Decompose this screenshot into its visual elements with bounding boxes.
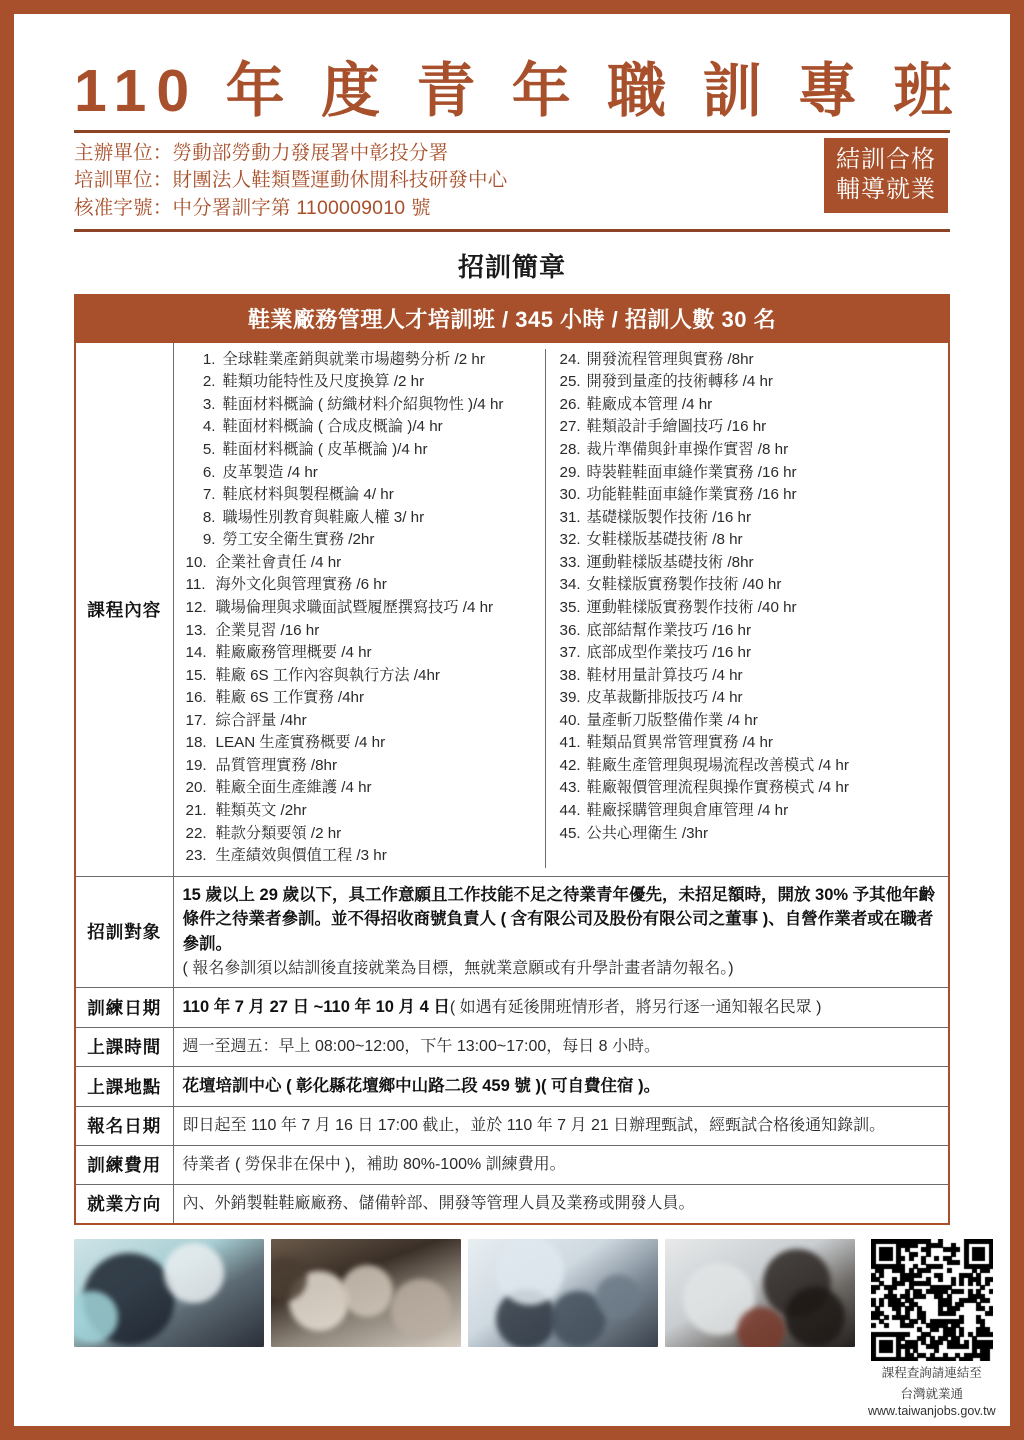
course-item-number: 38. — [559, 666, 581, 684]
organizer-line-host: 主辦單位：勞動部勞動力發展署中彰投分署 — [74, 141, 449, 164]
course-item-number: 5. — [202, 441, 216, 459]
course-item — [186, 462, 545, 485]
course-item-number: 40. — [559, 711, 581, 729]
course-item-label: LEAN 生產實務概要 /4 hr — [215, 734, 386, 752]
section-title: 招訓簡章 — [457, 251, 566, 282]
course-item — [186, 755, 545, 778]
course-item-number: 31. — [559, 508, 581, 526]
target-bold-text: 15 歲以上 29 歲以下，具工作意願且工作技能不足之待業青年優先，未招足額時，開放 30% 予其他年齡條件之待業者參訓。並不得招收商號負責人 ( 含有限公司及股份有限公司之董事 )、自營作業者或在職者參訓。 — [182, 885, 936, 954]
course-item — [560, 823, 949, 846]
place-text: 花壇培訓中心 ( 彰化縣花壇鄉中山路二段 459 號 )( 可自費住宿 )。 — [182, 1076, 661, 1095]
badge-line-1: 結訓合格 — [836, 145, 936, 173]
course-item-number: 18. — [185, 734, 207, 752]
course-item-label: 鞋廠報價管理流程與操作實務模式 /4 hr — [586, 779, 849, 797]
course-item-label: 鞋廠全面生產維護 /4 hr — [215, 779, 372, 797]
status-badge — [824, 138, 948, 213]
row-value-time — [173, 1027, 949, 1066]
table-row-fee — [75, 1145, 949, 1184]
course-item — [560, 552, 949, 575]
course-item-number: 24. — [559, 350, 581, 368]
course-item-label: 鞋廠生產管理與現場流程改善模式 /4 hr — [586, 756, 849, 774]
course-item — [186, 687, 545, 710]
page-title: 110 年 度 青 年 職 訓 專 班 — [74, 58, 963, 124]
course-item-label: 開發到量產的技術轉移 /4 hr — [586, 373, 773, 391]
course-item-number: 35. — [559, 598, 581, 616]
date-note-text: ( 如遇有延後開班情形者，將另行逐一通知報名民眾 ) — [449, 998, 822, 1016]
course-item — [560, 755, 949, 778]
photo-gallery — [74, 1239, 855, 1347]
course-item — [186, 620, 545, 643]
course-item-number: 17. — [185, 711, 207, 729]
course-item — [560, 371, 949, 394]
table-row-apply — [75, 1106, 949, 1145]
organizer-line-approval: 核准字號：中分署訓字第 1100009010 號 — [74, 197, 431, 220]
course-item-label: 鞋類設計手繪圖技巧 /16 hr — [586, 418, 767, 436]
program-table — [74, 294, 950, 1225]
course-item — [560, 484, 949, 507]
qr-caption-line-1: 課程查詢請連結至 — [881, 1365, 982, 1380]
course-item — [560, 529, 949, 552]
course-item — [560, 394, 949, 417]
divider-bottom — [74, 229, 950, 232]
course-item-number: 1. — [202, 350, 216, 368]
course-item-label: 時裝鞋鞋面車縫作業實務 /16 hr — [586, 463, 797, 481]
course-item-label: 職場倫理與求職面試暨履歷撰寫技巧 /4 hr — [215, 598, 494, 616]
organizer-line-trainer: 培訓單位：財團法人鞋類暨運動休閒科技研發中心 — [74, 169, 508, 192]
course-list-right — [560, 349, 949, 845]
course-item-number: 45. — [559, 824, 581, 842]
row-label-time: 上課時間 — [75, 1027, 173, 1066]
header-row — [74, 133, 950, 227]
course-item-label: 鞋廠 6S 工作內容與執行方法 /4hr — [215, 666, 440, 684]
course-item-number: 27. — [559, 418, 581, 436]
course-list-left — [186, 349, 545, 868]
photo-factory-visit — [271, 1239, 461, 1347]
course-header-cell: 鞋業廠務管理人才培訓班 / 345 小時 / 招訓人數 30 名 — [75, 295, 949, 343]
course-item — [186, 394, 545, 417]
row-label-fee: 訓練費用 — [75, 1145, 173, 1184]
course-item-label: 鞋廠成本管理 /4 hr — [586, 395, 713, 413]
course-item-label: 開發流程管理與實務 /8hr — [586, 350, 754, 368]
course-item — [186, 349, 545, 372]
course-item-label: 運動鞋樣版實務製作技術 /40 hr — [586, 598, 797, 616]
course-item-label: 全球鞋業產銷與就業市場趨勢分析 /2 hr — [222, 350, 485, 368]
course-item — [560, 349, 949, 372]
course-item-number: 28. — [559, 441, 581, 459]
course-item-number: 15. — [185, 666, 207, 684]
course-item-label: 鞋類功能特性及尺度換算 /2 hr — [222, 373, 425, 391]
course-item-label: 功能鞋鞋面車縫作業實務 /16 hr — [586, 486, 797, 504]
course-item-label: 運動鞋樣版基礎技術 /8hr — [586, 553, 754, 571]
photo-detail — [164, 1243, 224, 1303]
course-item-number: 2. — [202, 373, 216, 391]
course-item-label: 海外文化與管理實務 /6 hr — [215, 576, 387, 594]
course-item — [186, 732, 545, 755]
course-item — [560, 439, 949, 462]
table-row-place — [75, 1066, 949, 1106]
course-item — [186, 529, 545, 552]
course-item-label: 皮革裁斷排版技巧 /4 hr — [586, 689, 743, 707]
course-item-number: 33. — [559, 553, 581, 571]
fee-text: 待業者 ( 勞保非在保中 )，補助 80%-100% 訓練費用。 — [182, 1155, 566, 1173]
course-item-label: 皮革製造 /4 hr — [222, 463, 318, 481]
course-item-number: 11. — [185, 576, 206, 594]
course-item-number: 9. — [202, 531, 216, 549]
course-item — [560, 687, 949, 710]
course-item-label: 鞋類英文 /2hr — [215, 802, 307, 820]
row-label-apply: 報名日期 — [75, 1106, 173, 1145]
photo-detail — [391, 1279, 451, 1339]
course-item-number: 41. — [559, 734, 581, 752]
course-item-label: 勞工安全衛生實務 /2hr — [222, 531, 375, 549]
course-item-number: 22. — [185, 824, 207, 842]
course-item — [186, 371, 545, 394]
course-item-number: 21. — [185, 802, 207, 820]
course-item-number: 29. — [559, 463, 581, 481]
poster-inner — [28, 28, 996, 1419]
course-item-label: 鞋款分類要領 /2 hr — [215, 824, 342, 842]
course-item-label: 底部結幫作業技巧 /16 hr — [586, 621, 752, 639]
course-item — [560, 710, 949, 733]
course-item-number: 4. — [202, 418, 216, 436]
course-column-left — [174, 349, 546, 868]
course-item-number: 37. — [559, 644, 581, 662]
course-item-label: 裁片準備與針車操作實習 /8 hr — [586, 441, 789, 459]
course-item-number: 32. — [559, 531, 581, 549]
date-bold-text: 110 年 7 月 27 日 ~110 年 10 月 4 日 — [182, 997, 450, 1016]
course-item — [560, 732, 949, 755]
course-item-label: 職場性別教育與鞋廠人權 3/ hr — [222, 508, 425, 526]
course-item-number: 42. — [559, 756, 581, 774]
course-item — [560, 507, 949, 530]
qr-block — [868, 1239, 996, 1421]
course-item — [186, 484, 545, 507]
course-item — [560, 642, 949, 665]
row-value-job — [173, 1184, 949, 1224]
qr-code-icon[interactable] — [871, 1239, 993, 1361]
course-item-label: 公共心理衛生 /3hr — [586, 824, 709, 842]
photo-detail — [341, 1265, 393, 1317]
course-item — [186, 665, 545, 688]
course-item — [186, 710, 545, 733]
row-value-target — [173, 876, 949, 987]
course-item-label: 女鞋樣版基礎技術 /8 hr — [586, 531, 743, 549]
course-item — [186, 507, 545, 530]
course-item-number: 30. — [559, 486, 581, 504]
table-row-courses — [75, 342, 949, 876]
course-item — [186, 552, 545, 575]
footer-strip — [74, 1239, 996, 1421]
time-text: 週一至週五：早上 08:00~12:00，下午 13:00~17:00，每日 8 小時。 — [182, 1037, 661, 1055]
row-value-apply — [173, 1106, 949, 1145]
course-item-number: 10. — [185, 553, 207, 571]
course-item-number: 36. — [559, 621, 581, 639]
row-label-course-content: 課程內容 — [75, 342, 173, 876]
course-item-label: 基礎樣版製作技術 /16 hr — [586, 508, 752, 526]
table-row-target — [75, 876, 949, 987]
course-item — [186, 597, 545, 620]
course-item-label: 企業社會責任 /4 hr — [215, 553, 342, 571]
course-item-number: 6. — [202, 463, 216, 481]
course-item — [560, 800, 949, 823]
course-item — [560, 777, 949, 800]
row-value-fee — [173, 1145, 949, 1184]
course-item-number: 19. — [185, 756, 207, 774]
row-label-date: 訓練日期 — [75, 987, 173, 1027]
course-item — [186, 800, 545, 823]
course-item-label: 綜合評量 /4hr — [215, 711, 307, 729]
table-row-time — [75, 1027, 949, 1066]
organizer-block — [74, 140, 824, 223]
photo-detail — [785, 1287, 845, 1347]
course-item-label: 品質管理實務 /8hr — [215, 756, 338, 774]
row-label-job: 就業方向 — [75, 1184, 173, 1224]
course-item — [186, 439, 545, 462]
qr-caption-line-2: 台灣就業通 — [900, 1386, 964, 1401]
course-item-number: 44. — [559, 802, 581, 820]
course-item-label: 鞋面材料概論 ( 紡織材料介紹與物性 )/4 hr — [222, 395, 504, 413]
course-item — [560, 665, 949, 688]
target-note-text: ( 報名參訓須以結訓後直接就業為目標，無就業意願或有升學計畫者請勿報名。) — [182, 959, 734, 977]
row-label-place: 上課地點 — [75, 1066, 173, 1106]
course-item-label: 量產斬刀版整備作業 /4 hr — [586, 711, 758, 729]
photo-detail — [737, 1307, 785, 1347]
course-item — [186, 845, 545, 868]
course-item-number: 20. — [185, 779, 207, 797]
course-item-number: 23. — [185, 847, 207, 865]
photo-classroom-lecture — [468, 1239, 658, 1347]
course-item — [560, 462, 949, 485]
table-row-job — [75, 1184, 949, 1224]
course-item-label: 鞋廠 6S 工作實務 /4hr — [215, 689, 365, 707]
course-item-number: 39. — [559, 689, 581, 707]
course-item-label: 鞋類品質異常管理實務 /4 hr — [586, 734, 773, 752]
course-item-label: 鞋材用量計算技巧 /4 hr — [586, 666, 743, 684]
course-item — [186, 642, 545, 665]
course-item-label: 鞋廠採購管理與倉庫管理 /4 hr — [586, 802, 789, 820]
row-value-place — [173, 1066, 949, 1106]
course-item-number: 26. — [559, 395, 581, 413]
photo-detail — [596, 1275, 640, 1319]
course-item-number: 25. — [559, 373, 581, 391]
apply-text: 即日起至 110 年 7 月 16 日 17:00 截止，並於 110 年 7 月 21 日辦理甄試，經甄試合格後通知錄訓。 — [182, 1116, 886, 1134]
course-item — [186, 777, 545, 800]
row-label-target: 招訓對象 — [75, 876, 173, 987]
course-item — [186, 416, 545, 439]
course-item-label: 鞋面材料概論 ( 合成皮概論 )/4 hr — [222, 418, 443, 436]
course-content-cell — [173, 342, 949, 876]
course-item-number: 3. — [202, 395, 216, 413]
row-value-date — [173, 987, 949, 1027]
badge-line-2: 輔導就業 — [836, 175, 936, 203]
course-item-number: 13. — [185, 621, 207, 639]
course-item-number: 16. — [185, 689, 207, 707]
job-text: 內、外銷製鞋鞋廠廠務、儲備幹部、開發等管理人員及業務或開發人員。 — [182, 1194, 695, 1212]
course-item — [560, 620, 949, 643]
course-item — [186, 574, 545, 597]
course-item-label: 鞋面材料概論 ( 皮革概論 )/4 hr — [222, 441, 428, 459]
course-item — [186, 823, 545, 846]
course-item-number: 12. — [185, 598, 207, 616]
course-item-number: 8. — [202, 508, 216, 526]
course-item — [560, 574, 949, 597]
course-column-right — [546, 349, 949, 868]
course-item-number: 14. — [185, 644, 207, 662]
course-item-label: 底部成型作業技巧 /16 hr — [586, 644, 752, 662]
table-row-date — [75, 987, 949, 1027]
course-item-label: 鞋廠廠務管理概要 /4 hr — [215, 644, 372, 662]
course-item-number: 43. — [559, 779, 581, 797]
course-item — [560, 597, 949, 620]
course-item-label: 生產績效與價值工程 /3 hr — [215, 847, 387, 865]
table-row-course-head — [75, 295, 949, 343]
qr-url-text: www.taiwanjobs.gov.tw — [868, 1404, 996, 1419]
photo-sewing-workshop — [74, 1239, 264, 1347]
course-item-number: 7. — [202, 486, 216, 504]
course-item-number: 34. — [559, 576, 581, 594]
course-item-label: 企業見習 /16 hr — [215, 621, 320, 639]
course-item-label: 鞋底材料與製程概論 4/ hr — [222, 486, 394, 504]
course-item-label: 女鞋樣版實務製作技術 /40 hr — [586, 576, 782, 594]
course-item — [560, 416, 949, 439]
photo-machine-operation — [665, 1239, 855, 1347]
photo-detail — [496, 1239, 564, 1305]
